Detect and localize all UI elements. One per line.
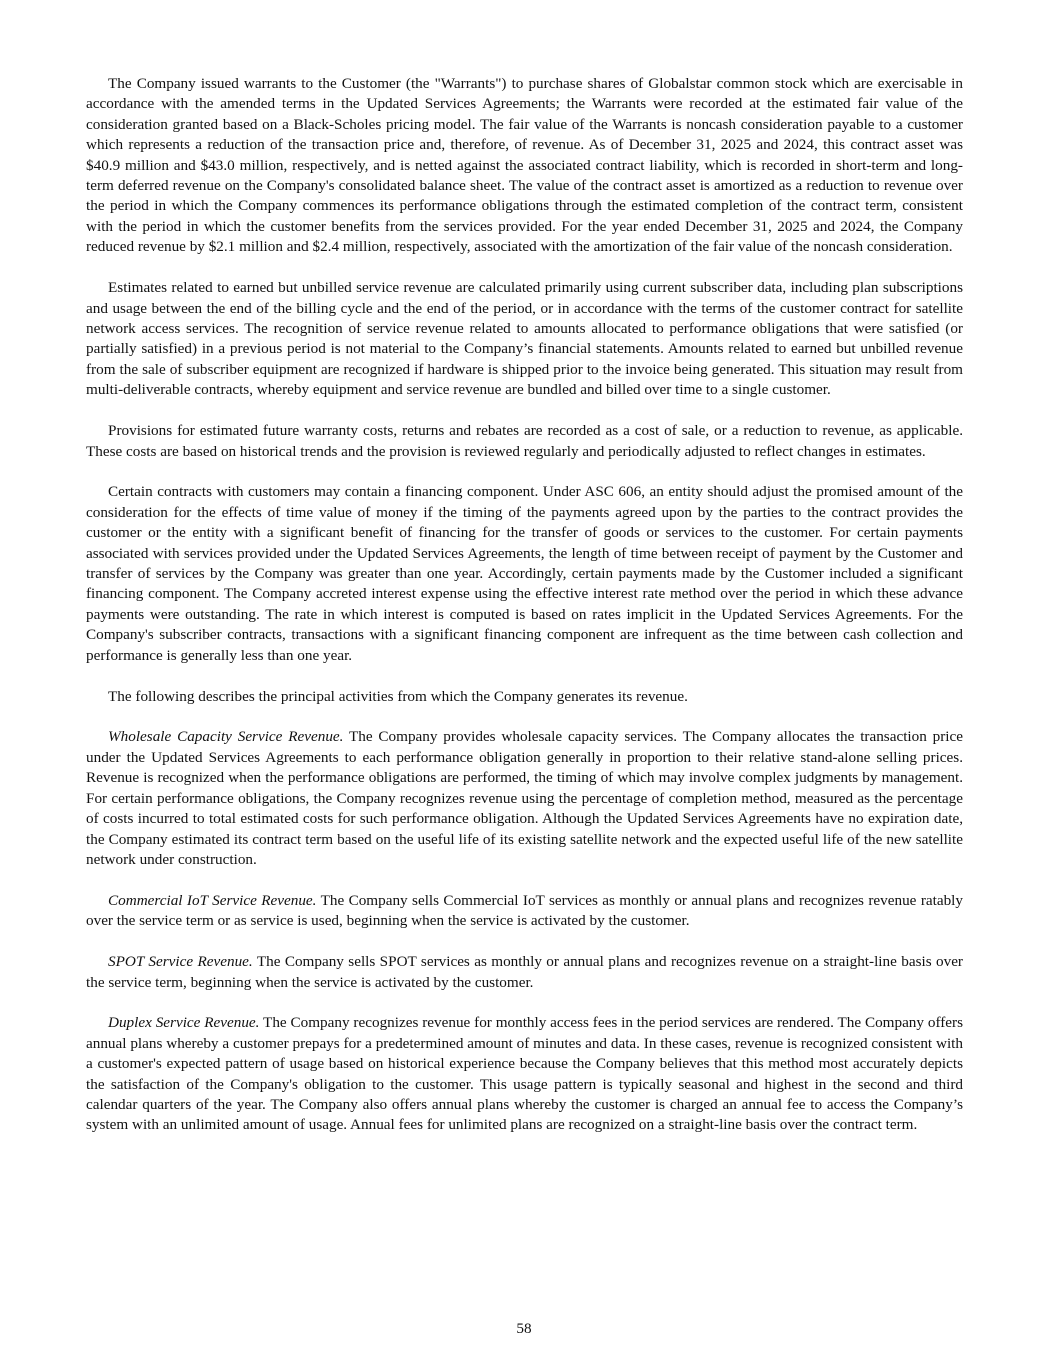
paragraph-text: The Company sells SPOT services as monthly or annual plans and recognizes revenue on a straight-line basis over the service term, beginning when the service is activated by the customer.	[86, 953, 963, 991]
paragraph-warrants	[86, 74, 963, 258]
paragraph-text: The Company sells Commercial IoT services as monthly or annual plans and recognizes revenue ratably over the service term or as service is used, beginning when the service is activated by the customer.	[86, 891, 963, 930]
paragraph-unbilled-revenue	[86, 278, 963, 400]
paragraph-financing-component	[86, 482, 963, 666]
paragraph-lead: Duplex Service Revenue.	[108, 1014, 260, 1032]
paragraph-text: Certain contracts with customers may contain a financing component. Under ASC 606, an entity should adjust the promised amount of the consideration for the effects of time value of money if the timing of the payments agreed upon by the parties to the contract provides the customer or the entity with a significant benefit of financing for the transfer of goods or services to the customer. For certain payments associated with services provided under the Updated Services Agreements, the length of time between receipt of payment by the Customer and transfer of services by the Company was greater than one year. Accordingly, certain payments made by the Customer included a significant financing component. The Company accreted interest expense using the effective interest rate method over the period in which these advance payments were outstanding. The rate in which interest is computed is based on rates implicit in the Updated Services Agreements. For the Company's subscriber contracts, transactions with a significant financing component are infrequent as the time between cash collection and performance is generally less than one year.	[86, 483, 963, 664]
paragraph-lead: Wholesale Capacity Service Revenue.	[108, 728, 344, 746]
paragraph-text: Estimates related to earned but unbilled service revenue are calculated primarily using current subscriber data, including plan subscriptions and usage between the end of the billing cycle and the end of the period, or in accordance with the terms of the customer contract for satellite network access services. The recognition of service revenue related to amounts allocated to performance obligations that were satisfied (or partially satisfied) in a previous period is not material to the Company’s financial statements. Amounts related to earned but unbilled revenue from the sale of subscriber equipment are recognized if hardware is shipped prior to the invoice being generated. This situation may result from multi-deliverable contracts, whereby equipment and service revenue are bundled and billed over time to a single customer.	[86, 279, 963, 399]
document-body	[86, 74, 963, 1156]
page-number: 58	[516, 1320, 532, 1337]
paragraph-warranty-provisions	[86, 421, 963, 462]
paragraph-lead: Commercial IoT Service Revenue.	[108, 891, 317, 909]
paragraph-text: Provisions for estimated future warranty costs, returns and rebates are recorded as a cost of sale, or a reduction to revenue, as applicable. These costs are based on historical trends and the provision is reviewed regularly and periodically adjusted to reflect changes in estimates.	[86, 422, 963, 460]
paragraph-lead: SPOT Service Revenue.	[108, 953, 253, 971]
paragraph-text: The Company recognizes revenue for monthly access fees in the period services are rendered. The Company offers annual plans whereby a customer prepays for a predetermined amount of minutes and data. In these cases, revenue is recognized consistent with a customer's expected pattern of usage based on historical experience because the Company believes that this method most accurately depicts the satisfaction of the Company's obligation to the customer. This usage pattern is typically seasonal and highest in the second and third calendar quarters of the year. The Company also offers annual plans whereby the customer is charged an annual fee to access the Company’s system with an unlimited amount of usage. Annual fees for unlimited plans are recognized on a straight-line basis over the contract term.	[86, 1014, 963, 1134]
paragraph-text: The Company issued warrants to the Customer (the "Warrants") to purchase shares of Globalstar common stock which are exercisable in accordance with the amended terms in the Updated Services Agreements; the Warrants were recorded at the estimated fair value of the consideration granted based on a Black-Scholes pricing model. The fair value of the Warrants is noncash consideration payable to a customer which represents a reduction of the transaction price and, therefore, of revenue. As of December 31, 2025 and 2024, this contract asset was $40.9 million and $43.0 million, respectively, and is netted against the associated contract liability, which is recorded in short-term and long-term deferred revenue on the Company's consolidated balance sheet. The value of the contract asset is amortized as a reduction to revenue over the period in which the Company commences its performance obligations through the estimated completion of the contract term, consistent with the period in which the customer benefits from the services provided. For the year ended December 31, 2025 and 2024, the Company reduced revenue by $2.1 million and $2.4 million, respectively, associated with the amortization of the fair value of the noncash consideration.	[86, 75, 963, 256]
paragraph-text: The Company provides wholesale capacity services. The Company allocates the transaction price under the Updated Services Agreements to each performance obligation generally in proportion to their relative stand-alone selling prices. Revenue is recognized when the performance obligations are performed, the timing of which may involve complex judgments by management. For certain performance obligations, the Company recognizes revenue using the percentage of completion method, measured as the percentage of costs incurred to total estimated costs for such performance obligation. Although the Updated Services Agreements have no expiration date, the Company estimated its contract term based on the useful life of its existing satellite network and the expected useful life of the new satellite network under construction.	[86, 728, 963, 868]
paragraph-commercial-iot	[86, 891, 963, 932]
paragraph-principal-activities	[86, 687, 963, 707]
paragraph-wholesale-capacity	[86, 727, 963, 870]
paragraph-text: The following describes the principal activities from which the Company generates its revenue.	[108, 687, 688, 705]
paragraph-duplex-service	[86, 1013, 963, 1135]
paragraph-spot-service	[86, 952, 963, 993]
